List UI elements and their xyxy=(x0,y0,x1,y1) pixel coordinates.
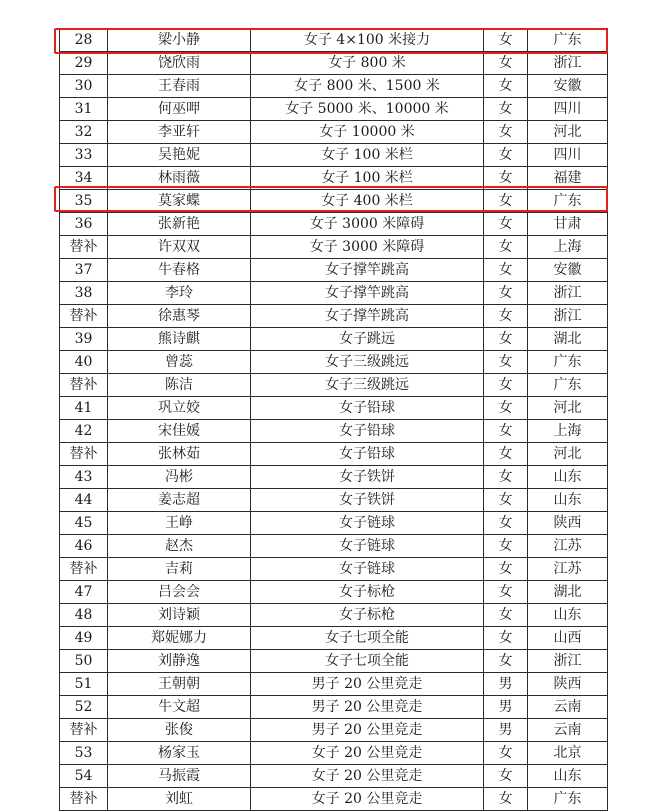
gender-cell: 女 xyxy=(484,259,528,282)
gender-cell: 女 xyxy=(484,374,528,397)
table-row xyxy=(60,167,608,190)
event-cell: 女子 800 米、1500 米 xyxy=(251,75,484,98)
event-cell: 女子 20 公里竞走 xyxy=(251,788,484,811)
athlete-name-cell: 曾蕊 xyxy=(108,351,251,374)
entry-number-cell: 32 xyxy=(60,121,108,144)
province-cell: 江苏 xyxy=(528,558,608,581)
table-row xyxy=(60,443,608,466)
athlete-name-cell: 李玲 xyxy=(108,282,251,305)
event-cell: 女子链球 xyxy=(251,558,484,581)
athlete-name-cell: 许双双 xyxy=(108,236,251,259)
table-row xyxy=(60,696,608,719)
province-cell: 山东 xyxy=(528,466,608,489)
entry-number-cell: 替补 xyxy=(60,305,108,328)
event-cell: 女子 5000 米、10000 米 xyxy=(251,98,484,121)
event-cell: 女子 3000 米障碍 xyxy=(251,213,484,236)
province-cell: 上海 xyxy=(528,236,608,259)
event-cell: 女子 3000 米障碍 xyxy=(251,236,484,259)
province-cell: 安徽 xyxy=(528,259,608,282)
province-cell: 广东 xyxy=(528,788,608,811)
gender-cell: 女 xyxy=(484,305,528,328)
province-cell: 四川 xyxy=(528,144,608,167)
entry-number-cell: 49 xyxy=(60,627,108,650)
athlete-name-cell: 牛春格 xyxy=(108,259,251,282)
entry-number-cell: 替补 xyxy=(60,558,108,581)
event-cell: 女子七项全能 xyxy=(251,627,484,650)
entry-number-cell: 替补 xyxy=(60,719,108,742)
athlete-name-cell: 莫家蝶 xyxy=(108,190,251,213)
entry-number-cell: 替补 xyxy=(60,374,108,397)
athlete-name-cell: 张林茹 xyxy=(108,443,251,466)
entry-number-cell: 42 xyxy=(60,420,108,443)
province-cell: 山东 xyxy=(528,489,608,512)
province-cell: 湖北 xyxy=(528,581,608,604)
event-cell: 男子 20 公里竞走 xyxy=(251,673,484,696)
table-row xyxy=(60,397,608,420)
athlete-name-cell: 林雨薇 xyxy=(108,167,251,190)
athlete-name-cell: 王春雨 xyxy=(108,75,251,98)
gender-cell: 女 xyxy=(484,742,528,765)
province-cell: 河北 xyxy=(528,443,608,466)
province-cell: 甘肃 xyxy=(528,213,608,236)
entry-number-cell: 替补 xyxy=(60,788,108,811)
gender-cell: 女 xyxy=(484,765,528,788)
province-cell: 广东 xyxy=(528,190,608,213)
gender-cell: 女 xyxy=(484,466,528,489)
table-row xyxy=(60,144,608,167)
athlete-name-cell: 徐惠琴 xyxy=(108,305,251,328)
athlete-name-cell: 姜志超 xyxy=(108,489,251,512)
gender-cell: 男 xyxy=(484,673,528,696)
event-cell: 女子撑竿跳高 xyxy=(251,305,484,328)
entry-number-cell: 50 xyxy=(60,650,108,673)
athlete-name-cell: 张俊 xyxy=(108,719,251,742)
athlete-name-cell: 刘诗颖 xyxy=(108,604,251,627)
entry-number-cell: 替补 xyxy=(60,443,108,466)
table-row xyxy=(60,328,608,351)
province-cell: 山东 xyxy=(528,765,608,788)
province-cell: 浙江 xyxy=(528,282,608,305)
athlete-name-cell: 何巫呷 xyxy=(108,98,251,121)
gender-cell: 女 xyxy=(484,627,528,650)
event-cell: 女子标枪 xyxy=(251,581,484,604)
athlete-name-cell: 熊诗麒 xyxy=(108,328,251,351)
table-row xyxy=(60,581,608,604)
athlete-name-cell: 李亚轩 xyxy=(108,121,251,144)
athlete-name-cell: 陈洁 xyxy=(108,374,251,397)
event-cell: 女子跳远 xyxy=(251,328,484,351)
gender-cell: 女 xyxy=(484,98,528,121)
athlete-name-cell: 吴艳妮 xyxy=(108,144,251,167)
gender-cell: 女 xyxy=(484,190,528,213)
event-cell: 女子三级跳远 xyxy=(251,351,484,374)
table-row xyxy=(60,213,608,236)
province-cell: 广东 xyxy=(528,374,608,397)
athlete-name-cell: 饶欣雨 xyxy=(108,52,251,75)
province-cell: 浙江 xyxy=(528,305,608,328)
gender-cell: 女 xyxy=(484,282,528,305)
table-row xyxy=(60,374,608,397)
table-row xyxy=(60,420,608,443)
athlete-name-cell: 巩立姣 xyxy=(108,397,251,420)
province-cell: 河北 xyxy=(528,397,608,420)
table-row xyxy=(60,466,608,489)
gender-cell: 女 xyxy=(484,420,528,443)
athlete-name-cell: 赵杰 xyxy=(108,535,251,558)
gender-cell: 男 xyxy=(484,719,528,742)
gender-cell: 女 xyxy=(484,512,528,535)
athlete-name-cell: 宋佳媛 xyxy=(108,420,251,443)
gender-cell: 男 xyxy=(484,696,528,719)
entry-number-cell: 44 xyxy=(60,489,108,512)
gender-cell: 女 xyxy=(484,167,528,190)
gender-cell: 女 xyxy=(484,788,528,811)
gender-cell: 女 xyxy=(484,75,528,98)
athlete-name-cell: 马振霞 xyxy=(108,765,251,788)
gender-cell: 女 xyxy=(484,650,528,673)
event-cell: 女子标枪 xyxy=(251,604,484,627)
province-cell: 河北 xyxy=(528,121,608,144)
gender-cell: 女 xyxy=(484,581,528,604)
entry-number-cell: 51 xyxy=(60,673,108,696)
athlete-name-cell: 吉莉 xyxy=(108,558,251,581)
table-row xyxy=(60,236,608,259)
event-cell: 女子 400 米栏 xyxy=(251,190,484,213)
event-cell: 女子 20 公里竞走 xyxy=(251,765,484,788)
event-cell: 女子 10000 米 xyxy=(251,121,484,144)
gender-cell: 女 xyxy=(484,29,528,52)
entry-number-cell: 39 xyxy=(60,328,108,351)
province-cell: 浙江 xyxy=(528,650,608,673)
event-cell: 女子 800 米 xyxy=(251,52,484,75)
table-row xyxy=(60,604,608,627)
province-cell: 云南 xyxy=(528,719,608,742)
table-row xyxy=(60,489,608,512)
entry-number-cell: 37 xyxy=(60,259,108,282)
gender-cell: 女 xyxy=(484,443,528,466)
entry-number-cell: 34 xyxy=(60,167,108,190)
event-cell: 女子 100 米栏 xyxy=(251,167,484,190)
table-row xyxy=(60,558,608,581)
province-cell: 福建 xyxy=(528,167,608,190)
event-cell: 女子 100 米栏 xyxy=(251,144,484,167)
event-cell: 女子撑竿跳高 xyxy=(251,259,484,282)
event-cell: 女子链球 xyxy=(251,535,484,558)
gender-cell: 女 xyxy=(484,52,528,75)
athlete-name-cell: 吕会会 xyxy=(108,581,251,604)
table-row xyxy=(60,351,608,374)
table-row xyxy=(60,98,608,121)
athlete-name-cell: 郑妮娜力 xyxy=(108,627,251,650)
gender-cell: 女 xyxy=(484,213,528,236)
event-cell: 女子七项全能 xyxy=(251,650,484,673)
table-row xyxy=(60,650,608,673)
athlete-name-cell: 牛文超 xyxy=(108,696,251,719)
entry-number-cell: 41 xyxy=(60,397,108,420)
roster-body xyxy=(60,29,608,811)
athlete-name-cell: 刘静逸 xyxy=(108,650,251,673)
event-cell: 男子 20 公里竞走 xyxy=(251,719,484,742)
entry-number-cell: 48 xyxy=(60,604,108,627)
table-row xyxy=(60,742,608,765)
gender-cell: 女 xyxy=(484,351,528,374)
athlete-roster-sheet xyxy=(59,28,607,811)
event-cell: 女子 4×100 米接力 xyxy=(251,29,484,52)
athlete-name-cell: 王朝朝 xyxy=(108,673,251,696)
event-cell: 女子 20 公里竞走 xyxy=(251,742,484,765)
event-cell: 女子铅球 xyxy=(251,443,484,466)
entry-number-cell: 35 xyxy=(60,190,108,213)
table-row xyxy=(60,52,608,75)
entry-number-cell: 40 xyxy=(60,351,108,374)
athlete-name-cell: 冯彬 xyxy=(108,466,251,489)
event-cell: 女子三级跳远 xyxy=(251,374,484,397)
entry-number-cell: 33 xyxy=(60,144,108,167)
entry-number-cell: 47 xyxy=(60,581,108,604)
event-cell: 女子撑竿跳高 xyxy=(251,282,484,305)
province-cell: 浙江 xyxy=(528,52,608,75)
province-cell: 四川 xyxy=(528,98,608,121)
entry-number-cell: 38 xyxy=(60,282,108,305)
table-row xyxy=(60,765,608,788)
athlete-name-cell: 张新艳 xyxy=(108,213,251,236)
entry-number-cell: 替补 xyxy=(60,236,108,259)
province-cell: 上海 xyxy=(528,420,608,443)
table-row xyxy=(60,190,608,213)
athlete-roster-table xyxy=(59,28,608,811)
province-cell: 江苏 xyxy=(528,535,608,558)
entry-number-cell: 36 xyxy=(60,213,108,236)
table-row xyxy=(60,535,608,558)
province-cell: 广东 xyxy=(528,351,608,374)
entry-number-cell: 52 xyxy=(60,696,108,719)
province-cell: 陕西 xyxy=(528,673,608,696)
table-row xyxy=(60,512,608,535)
event-cell: 女子铅球 xyxy=(251,420,484,443)
athlete-name-cell: 刘虹 xyxy=(108,788,251,811)
province-cell: 安徽 xyxy=(528,75,608,98)
gender-cell: 女 xyxy=(484,489,528,512)
event-cell: 女子铁饼 xyxy=(251,466,484,489)
entry-number-cell: 46 xyxy=(60,535,108,558)
event-cell: 女子铁饼 xyxy=(251,489,484,512)
gender-cell: 女 xyxy=(484,558,528,581)
event-cell: 女子铅球 xyxy=(251,397,484,420)
table-row xyxy=(60,282,608,305)
gender-cell: 女 xyxy=(484,328,528,351)
athlete-name-cell: 梁小静 xyxy=(108,29,251,52)
table-row xyxy=(60,305,608,328)
table-row xyxy=(60,259,608,282)
province-cell: 云南 xyxy=(528,696,608,719)
gender-cell: 女 xyxy=(484,397,528,420)
event-cell: 女子链球 xyxy=(251,512,484,535)
entry-number-cell: 30 xyxy=(60,75,108,98)
gender-cell: 女 xyxy=(484,535,528,558)
province-cell: 广东 xyxy=(528,29,608,52)
table-row xyxy=(60,627,608,650)
entry-number-cell: 28 xyxy=(60,29,108,52)
province-cell: 北京 xyxy=(528,742,608,765)
province-cell: 山西 xyxy=(528,627,608,650)
gender-cell: 女 xyxy=(484,236,528,259)
entry-number-cell: 45 xyxy=(60,512,108,535)
gender-cell: 女 xyxy=(484,144,528,167)
entry-number-cell: 54 xyxy=(60,765,108,788)
table-row xyxy=(60,75,608,98)
table-row xyxy=(60,673,608,696)
province-cell: 山东 xyxy=(528,604,608,627)
event-cell: 男子 20 公里竞走 xyxy=(251,696,484,719)
entry-number-cell: 43 xyxy=(60,466,108,489)
table-row xyxy=(60,719,608,742)
entry-number-cell: 29 xyxy=(60,52,108,75)
athlete-name-cell: 王峥 xyxy=(108,512,251,535)
table-row xyxy=(60,788,608,811)
table-row xyxy=(60,29,608,52)
province-cell: 陕西 xyxy=(528,512,608,535)
gender-cell: 女 xyxy=(484,604,528,627)
entry-number-cell: 31 xyxy=(60,98,108,121)
athlete-name-cell: 杨家玉 xyxy=(108,742,251,765)
entry-number-cell: 53 xyxy=(60,742,108,765)
province-cell: 湖北 xyxy=(528,328,608,351)
gender-cell: 女 xyxy=(484,121,528,144)
table-row xyxy=(60,121,608,144)
